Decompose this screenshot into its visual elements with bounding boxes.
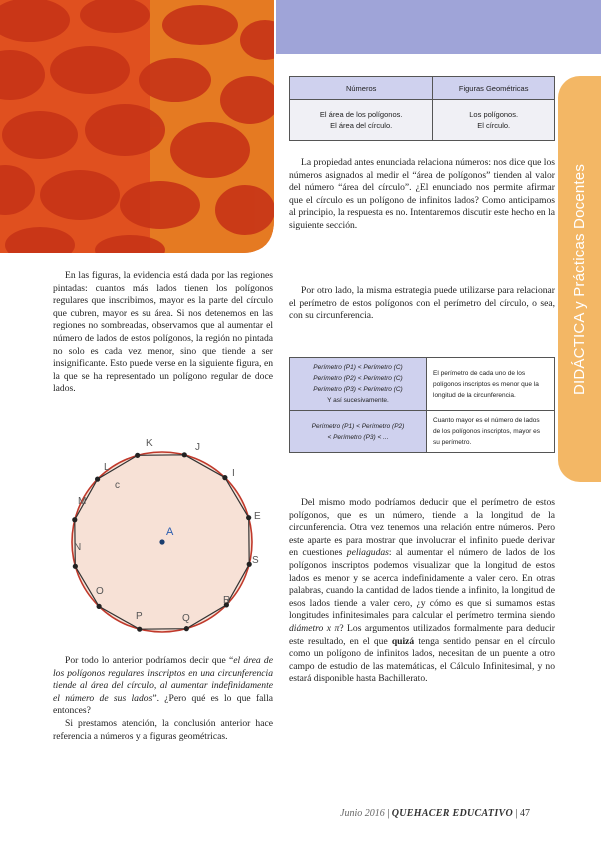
label-J: J xyxy=(195,442,200,453)
label-E: E xyxy=(254,511,261,522)
table-header-numbers: Números xyxy=(290,77,433,100)
dodecagon-figure xyxy=(60,432,275,637)
label-K: K xyxy=(146,438,153,449)
label-c: c xyxy=(115,480,120,491)
label-P: P xyxy=(136,611,143,622)
left-paragraph-2: Por todo lo anterior podríamos decir que “el área de los polígonos regulares inscriptos en una circunferencia tiende al área del círculo, al aumentar indefinidamente el número de sus lados”. ¿Pero qué es lo que falla entonces? Si prestamos atención, la conclusión anterior hace referencia a números y a figuras geométricas. xyxy=(53,655,273,742)
polygon-vertex xyxy=(73,564,78,569)
polygon-vertex xyxy=(135,453,140,458)
perimeter-table xyxy=(289,357,555,453)
polygon-vertex xyxy=(137,627,142,632)
right-paragraph-3: Del mismo modo podríamos deducir que el perímetro de estos polígonos, que es un número, tiende a la longitud de la circunferencia. Otra vez tenemos una relación entre números. Pero este aparte es para mostrar que involucrar el infinito puede derivar en cuestiones peliagudas: al aumentar el número de lados de los polígonos inscriptos podemos visualizar que la longitud de estos lados es menor y se acerca indefinidamente a valer cero. En otras palabras, cuando la cantidad de lados tiende a infinito, la longitud de esos lados tiende a valer cero, ¿y cómo es que si sumamos estas longitudes infinitesimales para calcular el perímetro termina siendo diámetro x π? Los argumentos utilizados formalmente para deducir este resultado, en el que quizá tenga sentido pensar en el círculo como un polígono de infinitos lados, necesitan de un puente a otro campo de estudio de las matemáticas, el Cálculo Infinitesimal, y no estará disponible hasta Bachillerato. xyxy=(289,497,555,685)
label-R: R xyxy=(223,595,231,606)
left-paragraph-1: En las figuras, la evidencia está dada por las regiones pintadas: cuantos más lados tienen los polígonos regulares que inscribimos, mayor es la parte del círculo que cubren, mayor es su área. Si nos detenemos en las regiones no sombreadas, observamos que al aumentar el número de lados de estos polígonos, la región no pintada no solo es cada vez menor, sino que tiende a ser insignificante. Esto puede verse en la siguiente figura, en la que se ha representado un polígono regular de doce lados. xyxy=(53,270,273,395)
label-S: S xyxy=(252,555,259,566)
perimeter-explanation-1: El perímetro de cada uno de los polígonos inscriptos es menor que la longitud de la circunferencia. xyxy=(427,358,555,411)
perimeter-inequalities-1: Perímetro (P1) < Perímetro (C) Perímetro (P2) < Perímetro (C) Perímetro (P3) < Perímetro (C) Y así sucesivamente. xyxy=(290,358,427,411)
table-header-figures: Figuras Geométricas xyxy=(433,77,555,100)
polygon-vertex xyxy=(246,515,251,520)
sidebar-section-title: DIDÁCTICA y Prácticas Docentes xyxy=(571,163,589,395)
label-L: L xyxy=(104,462,110,473)
label-N: N xyxy=(74,542,82,553)
label-M: M xyxy=(78,496,87,507)
right-paragraph-1: La propiedad antes enunciada relaciona números: nos dice que los números asignados al medir el “área de polígonos” tienden al valor del número “área del círculo”. ¿El enunciado nos permite afirmar que el círculo es un polígono de infinitos lados? Como anticipamos al principio, la respuesta es no. Intentaremos discutir este hecho en la siguiente sección. xyxy=(289,157,555,231)
center-label: A xyxy=(166,526,174,538)
perimeter-explanation-2: Cuanto mayor es el número de lados de los polígonos inscriptos, mayor es su perímetro. xyxy=(427,411,555,453)
issue-date: Junio 2016 xyxy=(340,808,385,819)
right-paragraph-2: Por otro lado, la misma estrategia puede utilizarse para relacionar el perímetro de estos polígonos con el perímetro del círculo, o sea, con su circunferencia. xyxy=(289,285,555,322)
left-paragraph-3: Si prestamos atención, la conclusión anterior hace referencia a números y a figuras geométricas. xyxy=(53,717,273,742)
perimeter-inequalities-2: Perímetro (P1) < Perímetro (P2) < Perímetro (P3) < ... xyxy=(290,411,427,453)
table-cell-figures: Los polígonos. El círculo. xyxy=(433,100,555,141)
header-illustration xyxy=(0,0,274,253)
numbers-figures-table xyxy=(289,76,555,141)
polygon-vertex xyxy=(95,477,100,482)
center-point xyxy=(159,539,164,544)
label-O: O xyxy=(96,586,104,597)
polygon-vertex xyxy=(222,475,227,480)
polygon-vertex xyxy=(182,452,187,457)
header-banner xyxy=(276,0,601,54)
polygon-vertex xyxy=(184,626,189,631)
polygon-vertex xyxy=(97,604,102,609)
label-Q: Q xyxy=(182,613,190,624)
table-cell-numbers: El área de los polígonos. El área del círculo. xyxy=(290,100,433,141)
magazine-name: QUEHACER EDUCATIVO xyxy=(391,808,513,819)
polygon-vertex xyxy=(72,517,77,522)
label-I: I xyxy=(232,468,235,479)
page-number: 47 xyxy=(520,808,531,819)
page-footer: Junio 2016 | QUEHACER EDUCATIVO | 47 xyxy=(340,808,531,819)
